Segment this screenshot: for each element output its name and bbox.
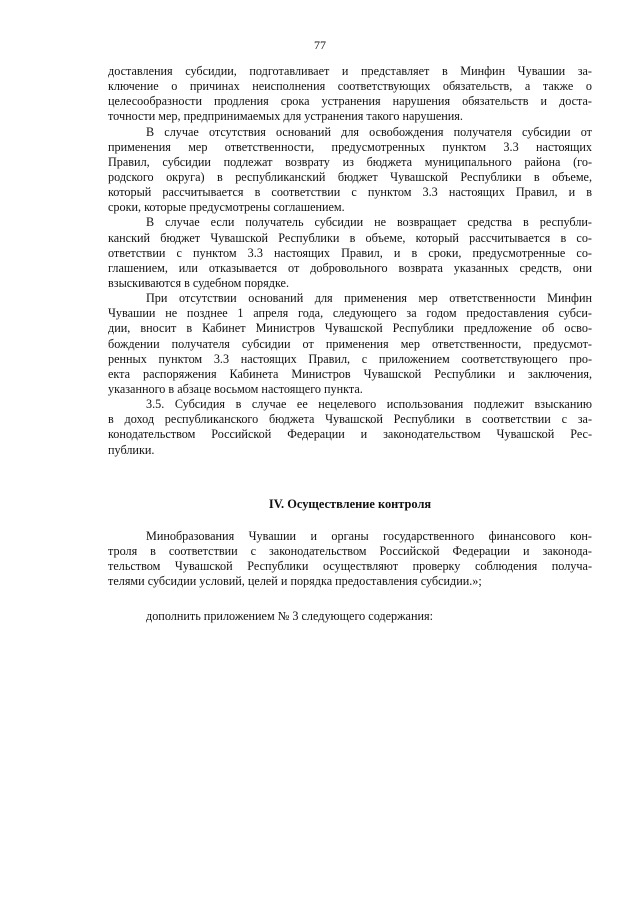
body-text-block — [108, 64, 592, 458]
text-line: троля в соответствии с законодательством Российской Федерации и законода- — [108, 544, 592, 559]
text-line: указанного в абзаце восьмом настоящего пункта. — [108, 381, 363, 396]
text-line: Правил, субсидии подлежат возврату из бюджета муниципального района (го- — [108, 154, 592, 169]
section-heading: IV. Осуществление контроля — [268, 497, 432, 511]
text-line: сроки, которые предусмотрены соглашением. — [108, 200, 345, 215]
text-line: телями субсидии условий, целей и порядка предоставления субсидии.»; — [108, 574, 482, 589]
text-line: точности мер, предпринимаемых для устранения такого нарушения. — [108, 109, 463, 124]
text-line: В случае если получатель субсидии не возвращает средства в республи- — [146, 215, 592, 230]
page-number: 77 — [314, 38, 326, 52]
section-paragraph — [108, 529, 592, 590]
text-line: екта распоряжения Кабинета Министров Чувашской Республики и заключения, — [108, 366, 592, 381]
text-line: родского округа) в республиканский бюджет Чувашской Республики в объеме, — [108, 169, 592, 184]
text-line: В случае отсутствия оснований для освобождения получателя субсидии от — [146, 124, 592, 139]
text-line: доставления субсидии, подготавливает и представляет в Минфин Чувашии за- — [108, 64, 592, 78]
text-line: конодательством Российской Федерации и законодательством Чувашской Рес- — [108, 427, 592, 442]
text-line: глашением, или отказывается от добровольного возврата указанных средств, они — [108, 260, 592, 275]
text-line: публики. — [108, 442, 155, 457]
text-line: канский бюджет Чувашской Республики в объеме, который рассчитывается в со- — [108, 230, 592, 245]
closing-line: дополнить приложением № 3 следующего содержания: — [146, 609, 434, 623]
text-line: применения мер ответственности, предусмотренных пунктом 3.3 настоящих — [108, 139, 592, 154]
text-line: взыскиваются в судебном порядке. — [108, 275, 290, 290]
text-line: Чувашии не позднее 1 апреля года, следующего за годом предоставления субси- — [108, 306, 592, 321]
text-line: который рассчитывается в соответствии с пунктом 3.3 настоящих Правил, и в — [108, 185, 592, 200]
text-line: ренных пунктом 3.3 настоящих Правил, с приложением соответствующего про- — [108, 351, 592, 366]
text-line: 3.5. Субсидия в случае ее нецелевого использования подлежит взысканию — [146, 397, 592, 412]
text-line: ответствии с пунктом 3.3 настоящих Правил, и в сроки, предусмотренные со- — [108, 245, 592, 260]
text-line: Минобразования Чувашии и органы государственного финансового кон- — [146, 529, 592, 543]
text-line: целесообразности продления срока устранения нарушения обязательств и доста- — [108, 94, 592, 109]
text-line: тельством Чувашской Республики осуществляют проверку соблюдения получа- — [108, 559, 592, 574]
text-line: При отсутствии оснований для применения мер ответственности Минфин — [146, 291, 592, 306]
text-line: ключение о причинах неисполнения соответствующих обязательств, а также о — [108, 79, 592, 94]
text-line: бождении получателя субсидии от применения мер ответственности, предусмот- — [108, 336, 592, 351]
text-line: в доход республиканского бюджета Чувашской Республики в соответствии с за- — [108, 412, 592, 427]
text-line: дии, вносит в Кабинет Министров Чувашской Республики предложение об осво- — [108, 321, 592, 336]
